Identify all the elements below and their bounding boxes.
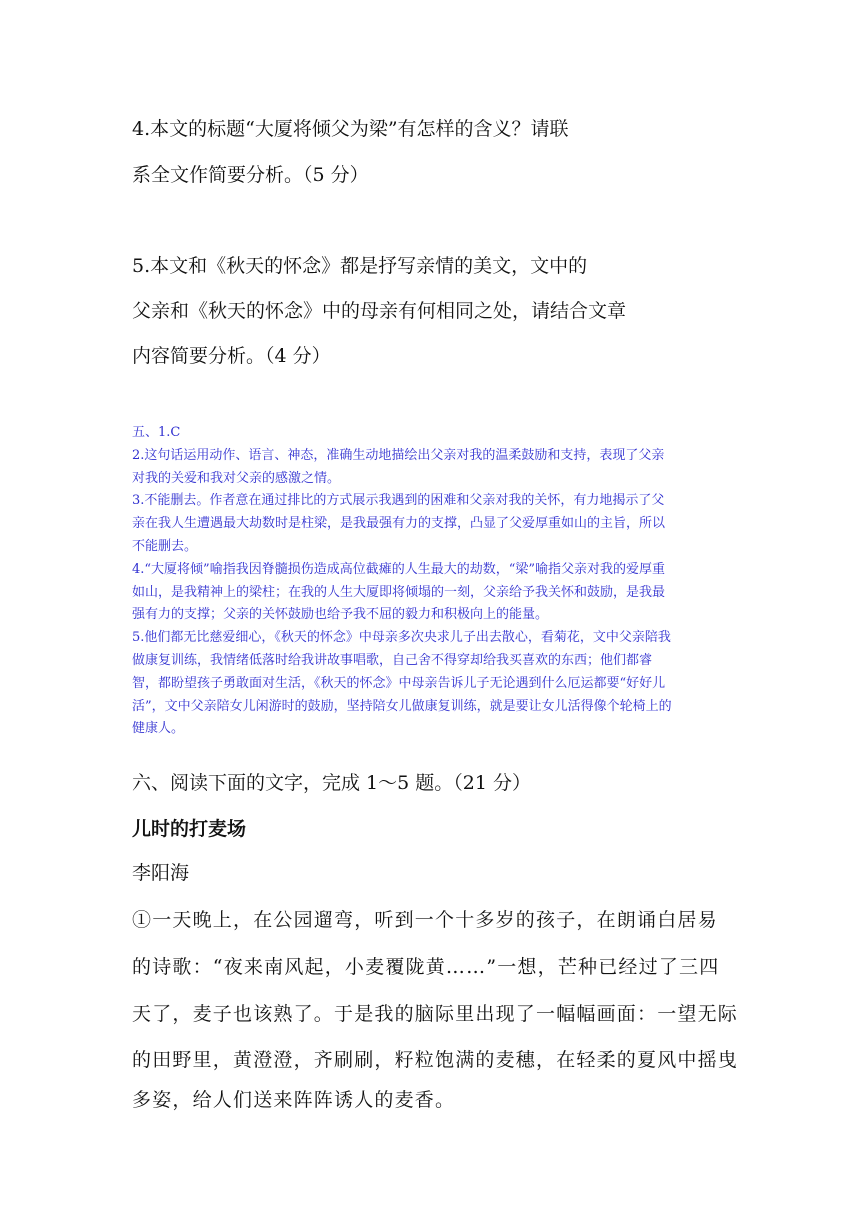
answer-item: 2.这句话运用动作、语言、神态，准确生动地描绘出父亲对我的温柔鼓励和支持，表现了父亲对我的关爱和我对父亲的感激之情。 bbox=[132, 447, 665, 486]
paragraph-line: 天了，麦子也该熟了。于是我的脑际里出现了一幅幅画面：一望无际 bbox=[132, 1003, 739, 1025]
paragraph-line: 多姿，给人们送来阵阵诱人的麦香。 bbox=[132, 1089, 456, 1111]
article-author: 李阳海 bbox=[132, 862, 190, 884]
answer-key bbox=[132, 422, 672, 741]
paragraph-line: 的田野里，黄澄澄，齐刷刷，籽粒饱满的麦穗，在轻柔的夏风中摇曳 bbox=[132, 1049, 739, 1071]
question-4-line-1: 4.本文的标题“大厦将倾父为梁”有怎样的含义？请联 bbox=[132, 118, 569, 140]
paragraph-line: 的诗歌：“夜来南风起，小麦覆陇黄……”一想，芒种已经过了三四 bbox=[132, 956, 720, 978]
question-4-line-2: 系全文作简要分析。（5 分） bbox=[132, 164, 369, 186]
answer-item: 3.不能删去。作者意在通过排比的方式展示我遇到的困难和父亲对我的关怀，有力地揭示了父亲在我人生遭遇最大劫数时是柱梁，是我最强有力的支撑，凸显了父爱厚重如山的主旨，所以不能删去。 bbox=[132, 493, 666, 554]
question-5-line-3: 内容简要分析。（4 分） bbox=[132, 345, 331, 367]
answer-item: 5.他们都无比慈爱细心，《秋天的怀念》中母亲多次央求儿子出去散心，看菊花，文中父亲陪我做康复训练，我情绪低落时给我讲故事唱歌，自己舍不得穿却给我买喜欢的东西；他们都睿智，都盼望孩子勇敢面对生活，《秋天的怀念》中母亲告诉儿子无论遇到什么厄运都要“好好儿活”，文中父亲陪女儿闲游时的鼓励，坚持陪女儿做康复训练，就是要让女儿活得像个轮椅上的健康人。 bbox=[132, 630, 672, 737]
section-heading: 六、阅读下面的文字，完成 1～5 题。（21 分） bbox=[132, 772, 531, 794]
question-5-line-2: 父亲和《秋天的怀念》中的母亲有何相同之处，请结合文章 bbox=[132, 300, 627, 322]
paragraph-line: ①一天晚上，在公园遛弯，听到一个十多岁的孩子，在朗诵白居易 bbox=[132, 909, 718, 931]
answer-item: 五、1.C bbox=[132, 425, 181, 440]
article-title: 儿时的打麦场 bbox=[132, 818, 247, 840]
question-5-line-1: 5.本文和《秋天的怀念》都是抒写亲情的美文，文中的 bbox=[132, 255, 588, 277]
answer-item: 4.“大厦将倾”喻指我因脊髓损伤造成高位截瘫的人生最大的劫数，“梁”喻指父亲对我的爱厚重如山，是我精神上的梁柱；在我的人生大厦即将倾塌的一刻，父亲给予我关怀和鼓励，是我最强有力的支撑；父亲的关怀鼓励也给予我不屈的毅力和积极向上的能量。 bbox=[132, 561, 666, 623]
